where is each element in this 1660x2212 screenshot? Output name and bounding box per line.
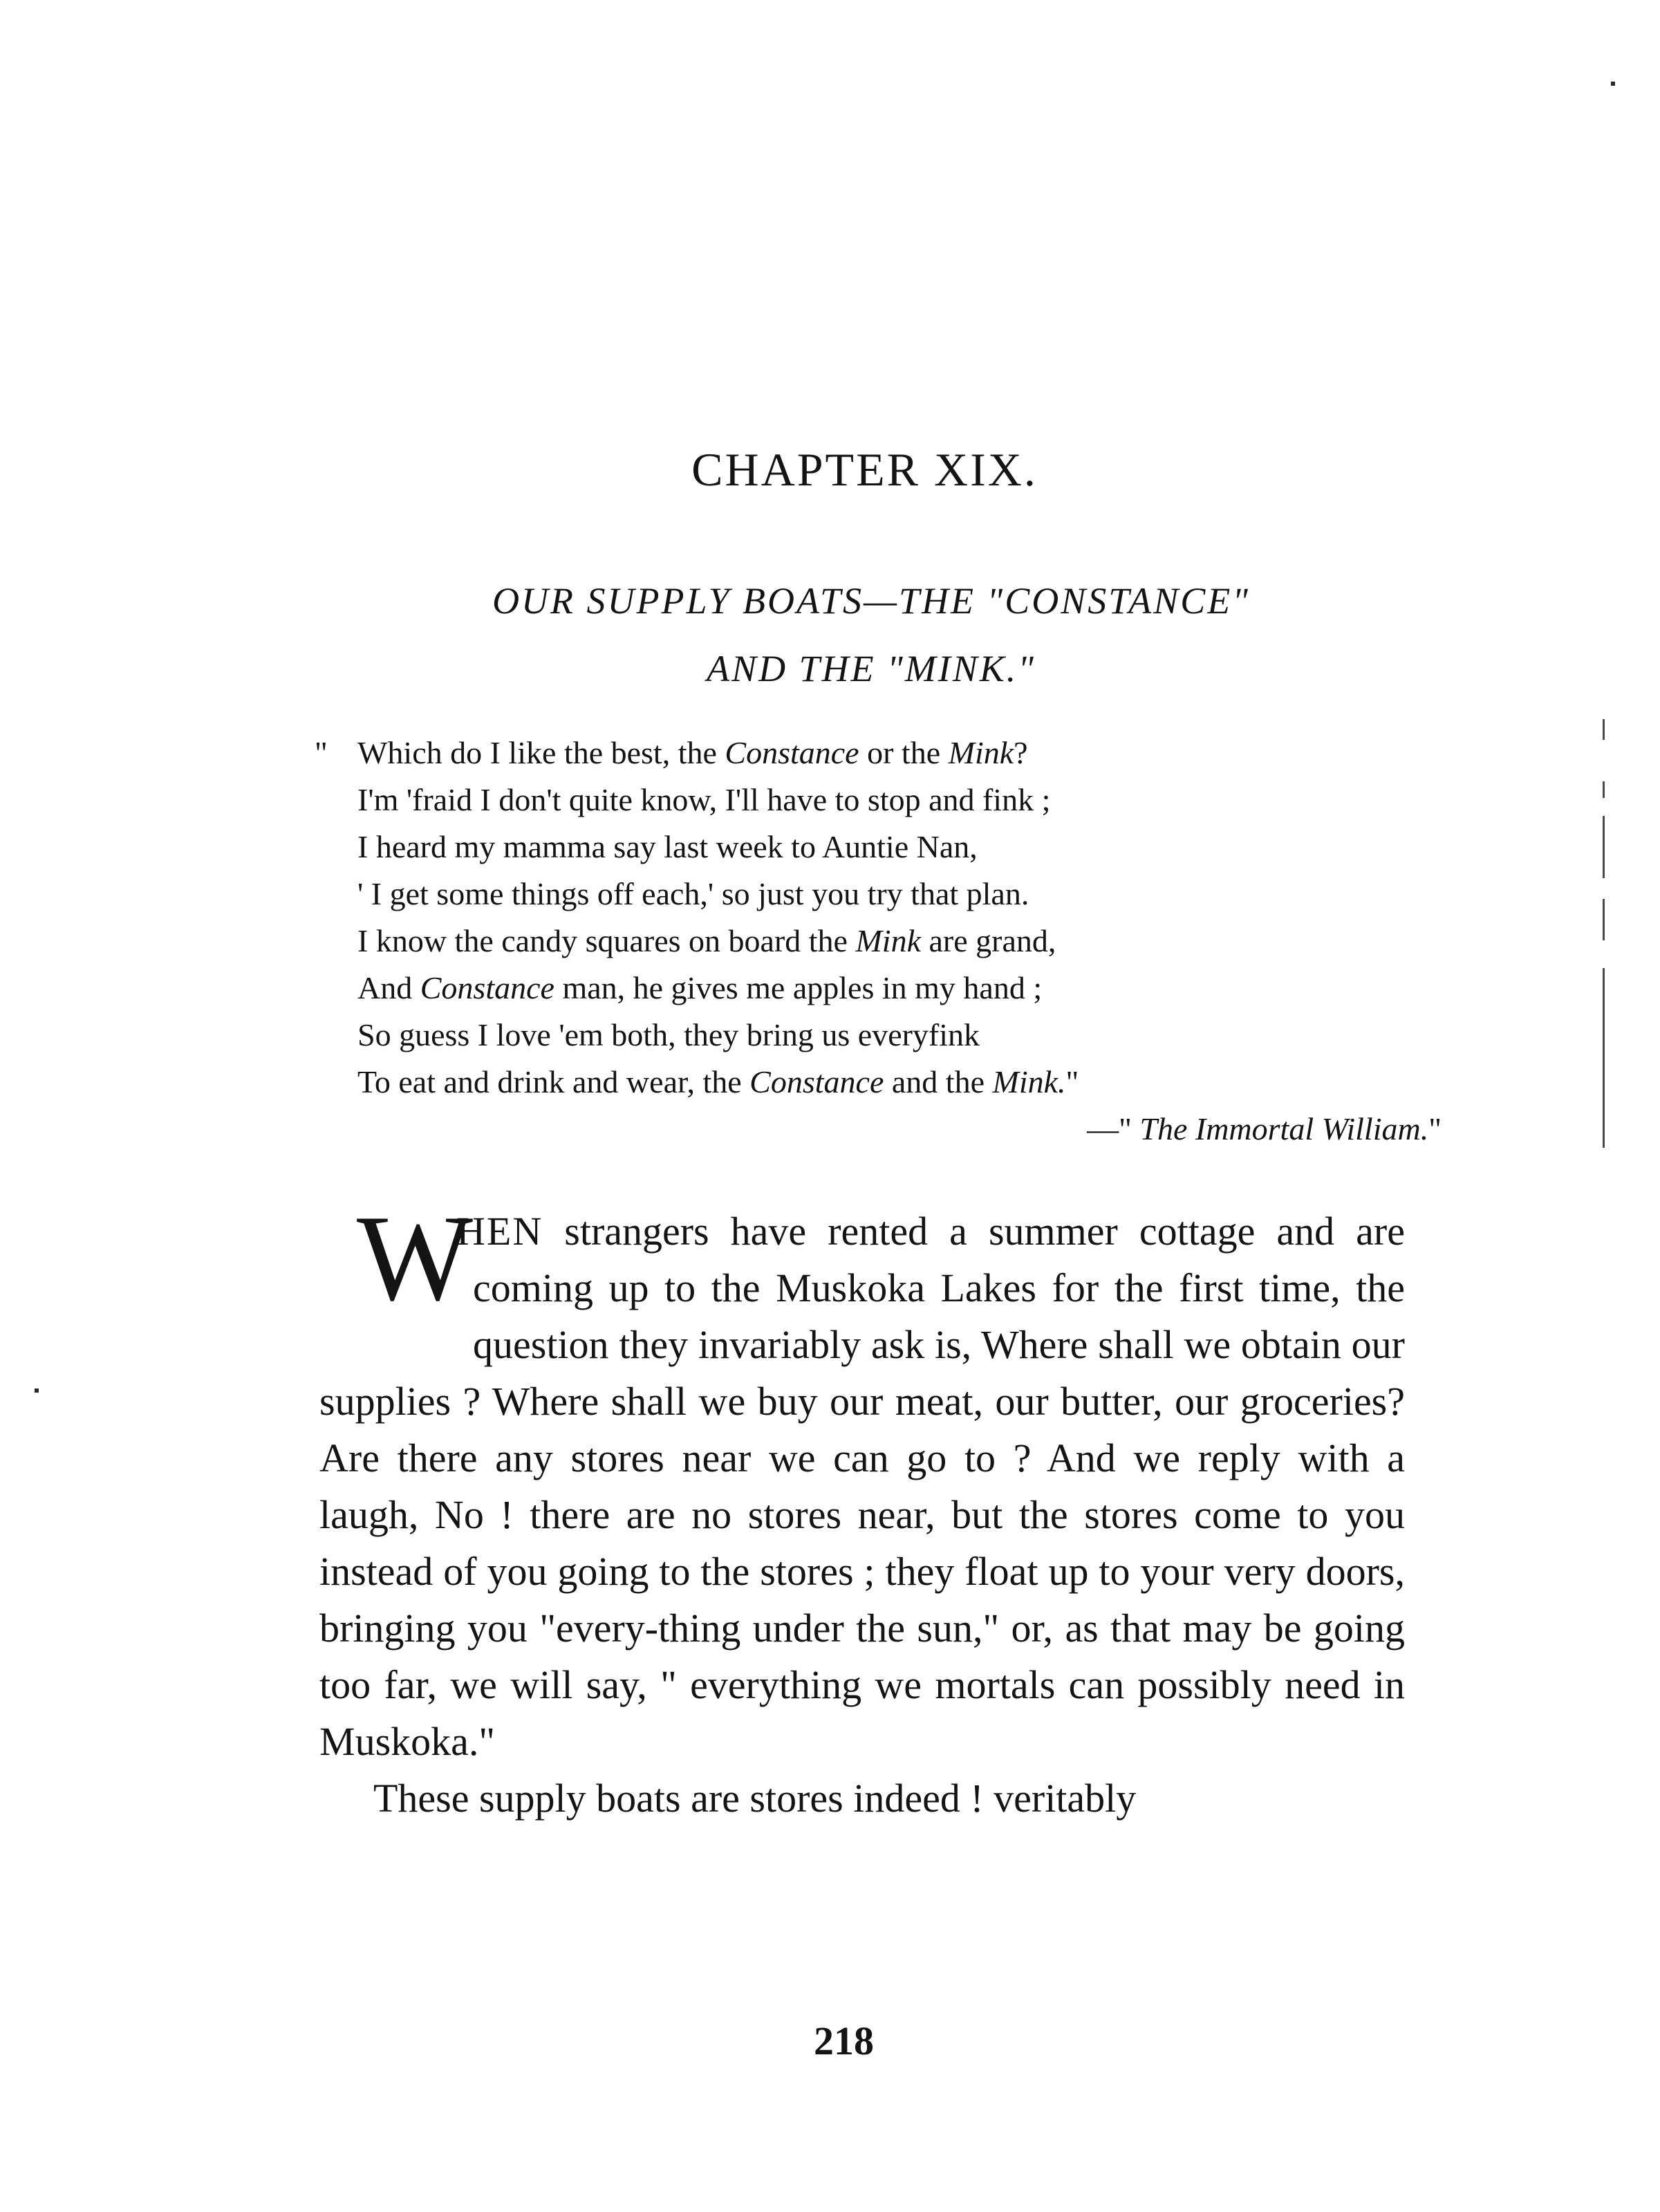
poem-line: I heard my mamma say last week to Auntie Nan, [357,829,978,864]
body-paragraph: These supply boats are stores indeed ! veritably [373,1776,1137,1821]
scan-speck [35,1388,39,1393]
chapter-heading: CHAPTER XIX. [691,443,1038,496]
scan-margin-mark [1603,899,1605,940]
poem-line: I'm 'fraid I don't quite know, I'll have to stop and fink ; [357,782,1051,817]
poem-line: To eat and drink and wear, the Constance and the Mink." [357,1064,1079,1099]
poem-line: And Constance man, he gives me apples in my hand ; [357,970,1043,1005]
chapter-title-line-2: AND THE "MINK." [707,648,1036,689]
poem-line: " Which do I like the best, the Constance or the Mink? [315,729,1421,777]
chapter-title-line-1: OUR SUPPLY BOATS—THE "CONSTANCE" [492,580,1250,622]
poem-line: So guess I love 'em both, they bring us everyfink [357,1017,980,1052]
chapter-body [319,1189,1405,1827]
poem-line: ' I get some things off each,' so just you try that plan. [357,876,1029,911]
drop-cap-indent [319,1310,473,1366]
chapter-title [325,567,1417,703]
scan-margin-mark [1603,781,1605,798]
poem-opening-quote: " [315,735,328,770]
scan-speck [1611,82,1615,86]
page-number: 218 [814,2018,874,2063]
poem-attribution: —" The Immortal William." [1087,1111,1442,1146]
body-paragraph: W HEN strangers have rented a summer cottage and are coming up to the Muskoka Lakes for the first time, the question they invariably ask is, Where shall we obtain our supplies ? Where shall we buy our meat, our butter, our groceries? Are there any stores near we can go to ? And we reply with a laugh, No ! there are no stores near, but the stores come to you instead of you going to the stores ; they float up to your very doors, bringing you "every-thing under the sun," or, as that may be going too far, we will say, " everything we mortals can possibly need in Muskoka." [319,1189,1405,1764]
scan-margin-mark [1603,968,1605,1148]
drop-cap: W [357,1189,474,1326]
scan-margin-mark [1603,816,1605,878]
poem-line: I know the candy squares on board the Mink are grand, [357,923,1056,958]
scan-margin-mark [1603,719,1605,740]
epigraph-poem [315,729,1442,1153]
